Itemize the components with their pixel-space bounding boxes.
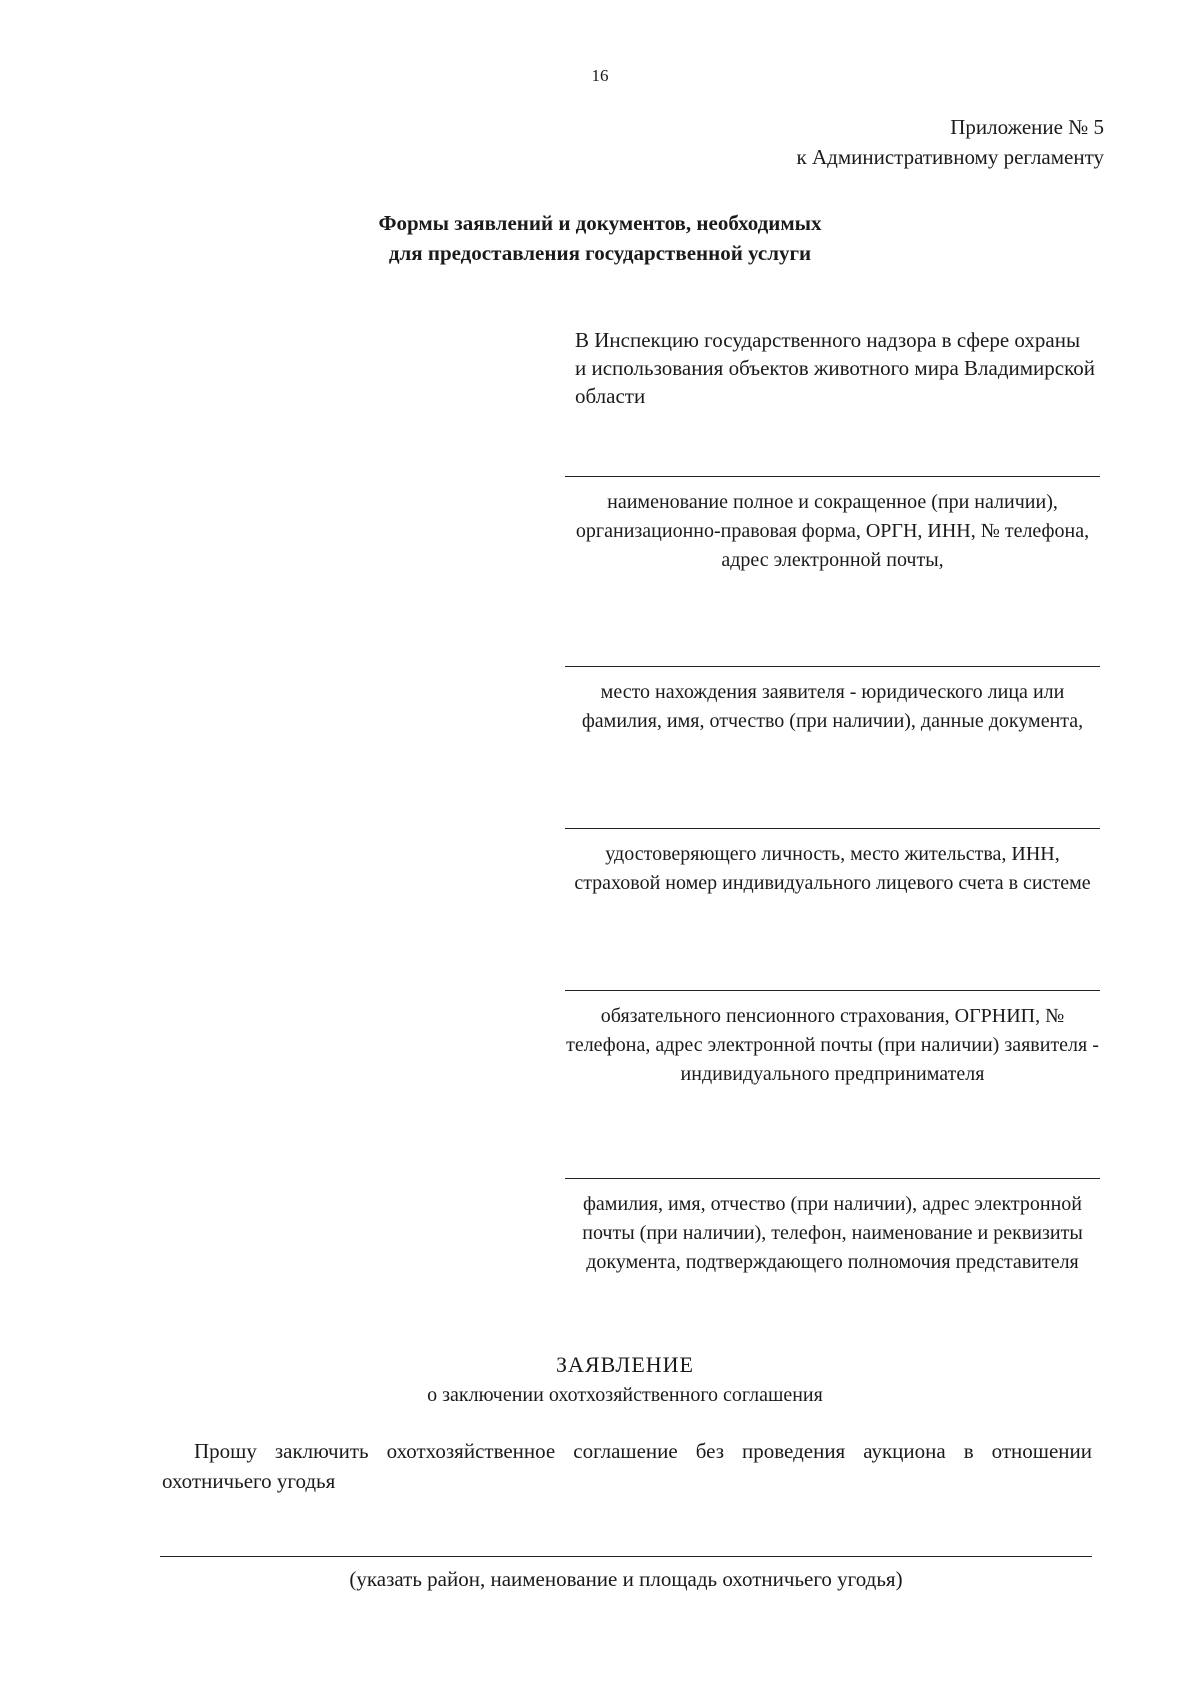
field-caption-location: место нахождения заявителя - юридического лица или фамилия, имя, отчество (при наличии), данные документа, [581,681,1084,732]
hunting-ground-caption: (указать район, наименование и площадь охотничьего угодья) [349,1567,903,1591]
appendix-header [797,112,1104,172]
page-number: 16 [591,66,609,85]
blank-line-representative [565,1178,1100,1179]
appendix-number: Приложение № 5 [950,115,1104,139]
blank-line-identity [565,828,1100,829]
blank-line-pension [565,990,1100,991]
field-caption-representative: фамилия, имя, отчество (при наличии), адрес электронной почты (при наличии), телефон, наименование и реквизиты документа, подтверждающего полномочия представителя [582,1193,1083,1273]
statement-title: ЗАЯВЛЕНИЕ [556,1352,694,1377]
field-caption-pension: обязательного пенсионного страхования, ОГРНИП, № телефона, адрес электронной почты (при наличии) заявителя - индивидуального предпринимателя [566,1005,1099,1085]
blank-line-organization [565,476,1100,477]
addressee-block: В Инспекцию государственного надзора в сфере охраны и использования объектов животного мира Владимирской области [575,328,1095,408]
document-title-line2: для предоставления государственной услуги [388,241,812,265]
statement-body: Прошу заключить охотхозяйственное соглашение без проведения аукциона в отношении охотничьего угодья [162,1439,1092,1493]
field-caption-identity: удостоверяющего личность, место жительства, ИНН, страховой номер индивидуального лицевого счета в системе [574,843,1091,894]
field-caption-organization: наименование полное и сокращенное (при наличии), организационно-правовая форма, ОРГН, ИНН, № телефона, адрес электронной почты, [575,491,1090,571]
appendix-reference: к Административному регламенту [796,145,1104,169]
document-title [280,208,920,268]
statement-subtitle: о заключении охотхозяйственного соглашения [427,1384,823,1406]
document-title-line1: Формы заявлений и документов, необходимых [378,211,822,235]
blank-line-location [565,666,1100,667]
blank-line-hunting-ground [160,1556,1092,1557]
